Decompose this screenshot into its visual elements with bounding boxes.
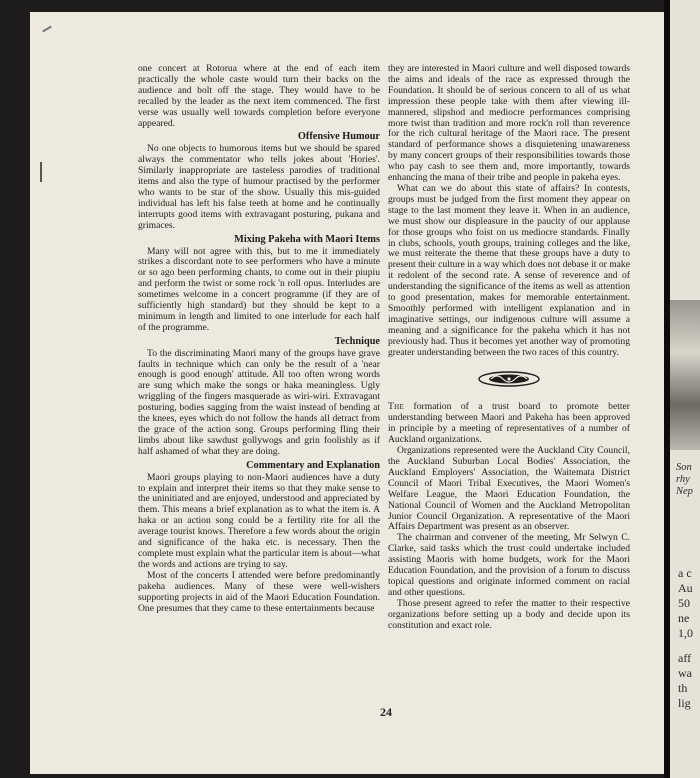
- left-column: [138, 64, 380, 614]
- body-paragraph: No one objects to humorous items but we should be spared always the commentator who tells jokes about 'Hories'. Similarly inappropriate are tasteless parodies of traditional items and also the type of humour practised by the performer who wants to be star of the show. Usually this mis-guided individual has left his false teeth at home and he continually interrupts good items with extravagant posturing, pukana and grimaces.: [138, 143, 380, 231]
- section-heading: Technique: [334, 335, 380, 347]
- article-lead-paragraph: [388, 402, 630, 446]
- section-heading: Offensive Humour: [297, 131, 380, 143]
- lead-word: The: [388, 401, 405, 413]
- section-heading: Mixing Pakeha with Maori Items: [234, 233, 380, 245]
- page-number: 24: [380, 705, 392, 719]
- text-fragment: 50: [678, 596, 690, 610]
- text-fragment: Au: [678, 581, 693, 595]
- right-column: [388, 64, 630, 632]
- body-paragraph: one concert at Rotorua where at the end of each item practically the whole caste would turn their backs on the audience and bolt off the stage. They would have to be recalled by the leader as the next item commenced. The first verse was usually well towards completion before everyone appeared.: [138, 63, 380, 129]
- body-paragraph: Many will not agree with this, but to me it immediately strikes a discordant note to see performers who have a minute or so ago been performing chants, to come out in their piupiu and perform the twist or some rock 'n roll opus. Interludes are sometimes welcome in a concert programme (if they are of sufficiently high standard) but they should be kept to a minimum in length and limited to one interlude for each half of the programme.: [138, 245, 380, 333]
- body-paragraph: To the discriminating Maori many of the groups have grave faults in technique which can only be the result of a 'near enough is good enough' attitude. All too often wrong words are sung which make the songs or haka meaningless. Ugly wriggling of the fingers masquerade as wiri-wiri. Extravagant posturing, bodies sagging from the waist instead of bending at the knees, eyes which do not follow the hands all detract from the grace of the action song. Groups performing fling their limbs about like sawdust gollywogs and grin foolishly as if half ashamed of what they are doing.: [138, 347, 380, 457]
- text-fragment: aff: [678, 651, 692, 665]
- corner-mark: [42, 26, 52, 33]
- article-paragraph: Those present agreed to refer the matter to their respective organizations before setting up a body and decide upon its constitution and exact role.: [388, 597, 630, 631]
- body-paragraph: Most of the concerts I attended were before predominantly pakeha audiences. Many of these were well-wishers supporting projects in aid of the Maori Education Foundation. One presumes that they came to these entertainments because: [138, 569, 380, 614]
- text-fragment: th: [678, 681, 688, 695]
- article-paragraph: Organizations represented were the Auckland City Council, the Auckland Suburban Local Bodies' Association, the Auckland Employers' Association, the Waitemata District Council of Maori Tribal Executives, the Maori Women's Welfare League, the Maori Education Foundation, the National Council of Women and the Auckland Metropolitan Junior Council Organization. A representative of the Maori Affairs Department was present as an observer.: [388, 445, 630, 533]
- body-paragraph: Maori groups playing to non-Maori audiences have a duty to explain and interpret their items so that they make sense to the uninitiated and are enjoyed, understood and appreciated by them. This means a brief explanation as to what the item is. A haka or an action song could be a fertility rite for all the average tourist knows. Therefore a few words about the origin and significance of the haka etc. is necessary. Then the complete must explain what the particular item is about—what the words and actions are trying to say.: [138, 471, 380, 570]
- body-paragraph: they are interested in Maori culture and well disposed towards the aims and ideals of the race as expressed through the Foundation. It should be of serious concern to all of us what impression these people take with them after viewing ill-mannered, slipshod and mediocre performances comprising more twist than tradition and more rock'n roll than reverence for the rich cultural heritage of the Maori race. The present standard of performance shows a disquietening unawareness by many concert groups of their responsibilities towards those who pay cash to see them and, more importantly, towards enhancing the mana of their tribe and people in pakeha eyes.: [388, 63, 630, 184]
- adjacent-page-edge: [664, 0, 700, 778]
- article-paragraph: The chairman and convener of the meeting, Mr Selwyn C. Clarke, said tasks which the trust could undertake included assisting Maoris with home budgets, work for the Maori Education Foundation, and the provision of a forum to discuss topical questions and originate informed comment on racial and other questions.: [388, 532, 630, 598]
- caption-fragment: Son: [676, 462, 692, 473]
- section-heading: Commentary and Explanation: [246, 459, 380, 471]
- text-fragment: 1,0: [678, 626, 693, 640]
- body-paragraph: What can we do about this state of affairs? In contests, groups must be judged from the first moment they appear on stage to the last moment they leave it. When in an audience, we must show our displeasure in the paucity of our applause for those groups who foist on us mediocre standards. Finally in clubs, schools, youth groups, training colleges and the like, we must reiterate the theme that these groups have a duty to present their culture in a way which does not debase it or make it redolent of the second rate. A sense of reverence and of understanding the significance of the items as well as attention to good presentation, makes for memorable entertainment. Smoothly performed with intelligent explanation and in imaginative settings, our indigenous culture will assume a meaning and a significance for the pakeha which it has not previously had. Thus it becomes yet another way of promoting greater understanding between the two races of this country.: [388, 182, 630, 358]
- right-column-article-continuation: [388, 64, 630, 358]
- section-ornament: [388, 370, 630, 388]
- text-fragment: wa: [678, 666, 692, 680]
- adjacent-page-photo: [670, 300, 700, 450]
- lead-text: formation of a trust board to promote better understanding between Maori and Pakeha has been approved in principle by a meeting of representatives of a number of Auckland organizations.: [388, 401, 630, 446]
- ornament-icon: [477, 370, 541, 388]
- text-fragment: ne: [678, 611, 690, 625]
- magazine-page: [30, 12, 664, 774]
- trust-board-article: [388, 402, 630, 631]
- text-fragment: lig: [678, 696, 691, 710]
- margin-mark: [40, 162, 42, 182]
- caption-fragment: Nep: [676, 486, 693, 497]
- text-fragment: a c: [678, 566, 692, 580]
- caption-fragment: rhy: [676, 474, 690, 485]
